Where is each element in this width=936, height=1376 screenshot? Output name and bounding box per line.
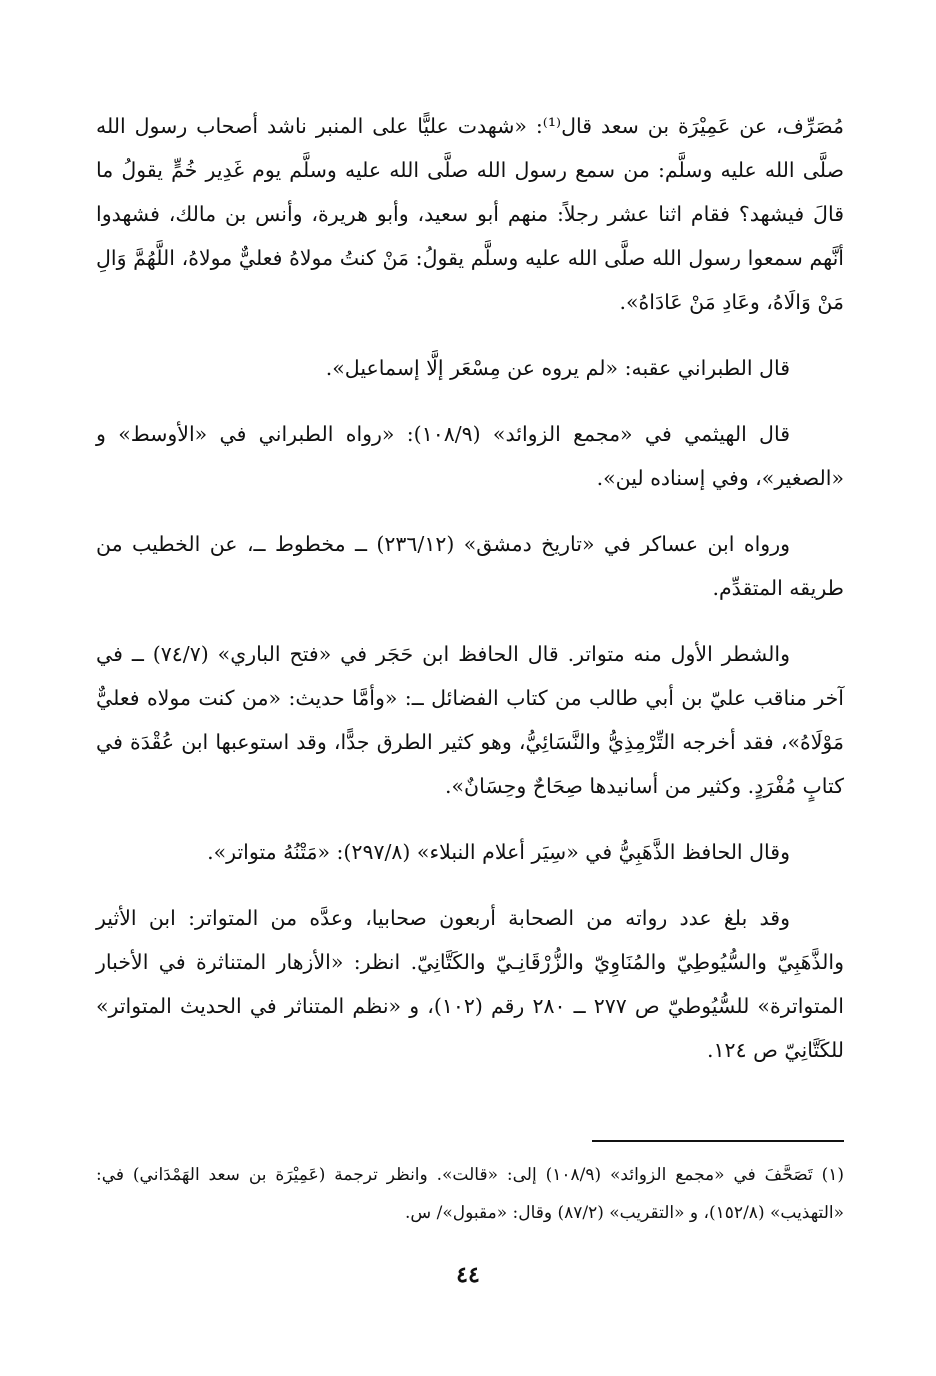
page-number: ٤٤ [456, 1262, 480, 1288]
paragraph-1: مُصَرِّف، عن عَمِيْرَة بن سعد قال⁽¹⁾: «شهدت عليًّا على المنبر ناشد أصحاب رسول الله صلَّى الله عليه وسلَّم: من سمع رسول الله صلَّى الله عليه وسلَّم يوم غَدِير خُمٍّ يقولُ ما قالَ فيشهد؟ فقام اثنا عشر رجلاً: منهم أبو سعيد، وأبو هريرة، وأنس بن مالك، فشهدوا أنَّهم سمعوا رسول الله صلَّى الله عليه وسلَّم يقولُ: مَنْ كنتُ مولاهُ فعليٌّ مولاهُ، اللَّهُمَّ وَالِ مَنْ وَالَاهُ، وعَادِ مَنْ عَادَاهُ». [96, 114, 844, 314]
paragraph-7: وقد بلغ عدد رواته من الصحابة أربعون صحابيا، وعدَّه من المتواتر: ابن الأثير والذَّهَبِيّ والسُّيُوطِيّ والمُنَاوِيّ والزُّرْقَانِـيّ والكَتَّانِيّ. انظر: «الأزهار المتناثرة في الأخبار المتواترة» للسُّيُوطيّ ص ٢٧٧ ــ ٢٨٠ رقم (١٠٢)، و «نظم المتناثر في الحديث المتواتر» للكَتَّانِيّ ص ١٢٤. [96, 906, 844, 1062]
paragraph-2: قال الطبراني عقبه: «لم يروه عن مِسْعَر إلَّا إسماعيل». [325, 356, 790, 380]
footnote [96, 1156, 844, 1232]
paragraph-3: قال الهيثمي في «مجمع الزوائد» (١٠٨/٩): «رواه الطبراني في «الأوسط» و «الصغير»، وفي إسناده لين». [96, 422, 844, 490]
paragraph-4: ورواه ابن عساكر في «تاريخ دمشق» (٢٣٦/١٢) ــ مخطوط ــ، عن الخطيب من طريقه المتقدِّم. [96, 532, 844, 600]
footnote-divider [592, 1140, 844, 1142]
paragraph-6: وقال الحافظ الذَّهَبِيُّ في «سِيَر أعلام النبلاء» (٢٩٧/٨): «مَتْنُهُ متواتر». [207, 840, 790, 864]
main-text [96, 104, 844, 1094]
paragraph-5: والشطر الأول منه متواتر. قال الحافظ ابن حَجَر في «فتح الباري» (٧٤/٧) ــ في آخر مناقب عليّ بن أبي طالب من كتاب الفضائل ــ: «وأمَّا حديث: «من كنت مولاه فعليٌّ مَوْلَاهُ»، فقد أخرجه التِّرْمِذِيُّ والنَّسَائِيُّ، وهو كثير الطرق جدًّا، وقد استوعبها ابن عُقْدَة في كتابٍ مُفْرَدٍ. وكثير من أسانيدها صِحَاحٌ وحِسَانٌ». [96, 642, 844, 798]
footnote-text: (١) تَصَحَّفَ في «مجمع الزوائد» (١٠٨/٩) إلى: «قالت». وانظر ترجمة (عَمِيْرَة بن سعد الهَمْدَاني) في: «التهذيب» (١٥٢/٨)، و «التقريب» (٨٧/٢) وقال: «مقبول»/ س. [96, 1165, 844, 1223]
